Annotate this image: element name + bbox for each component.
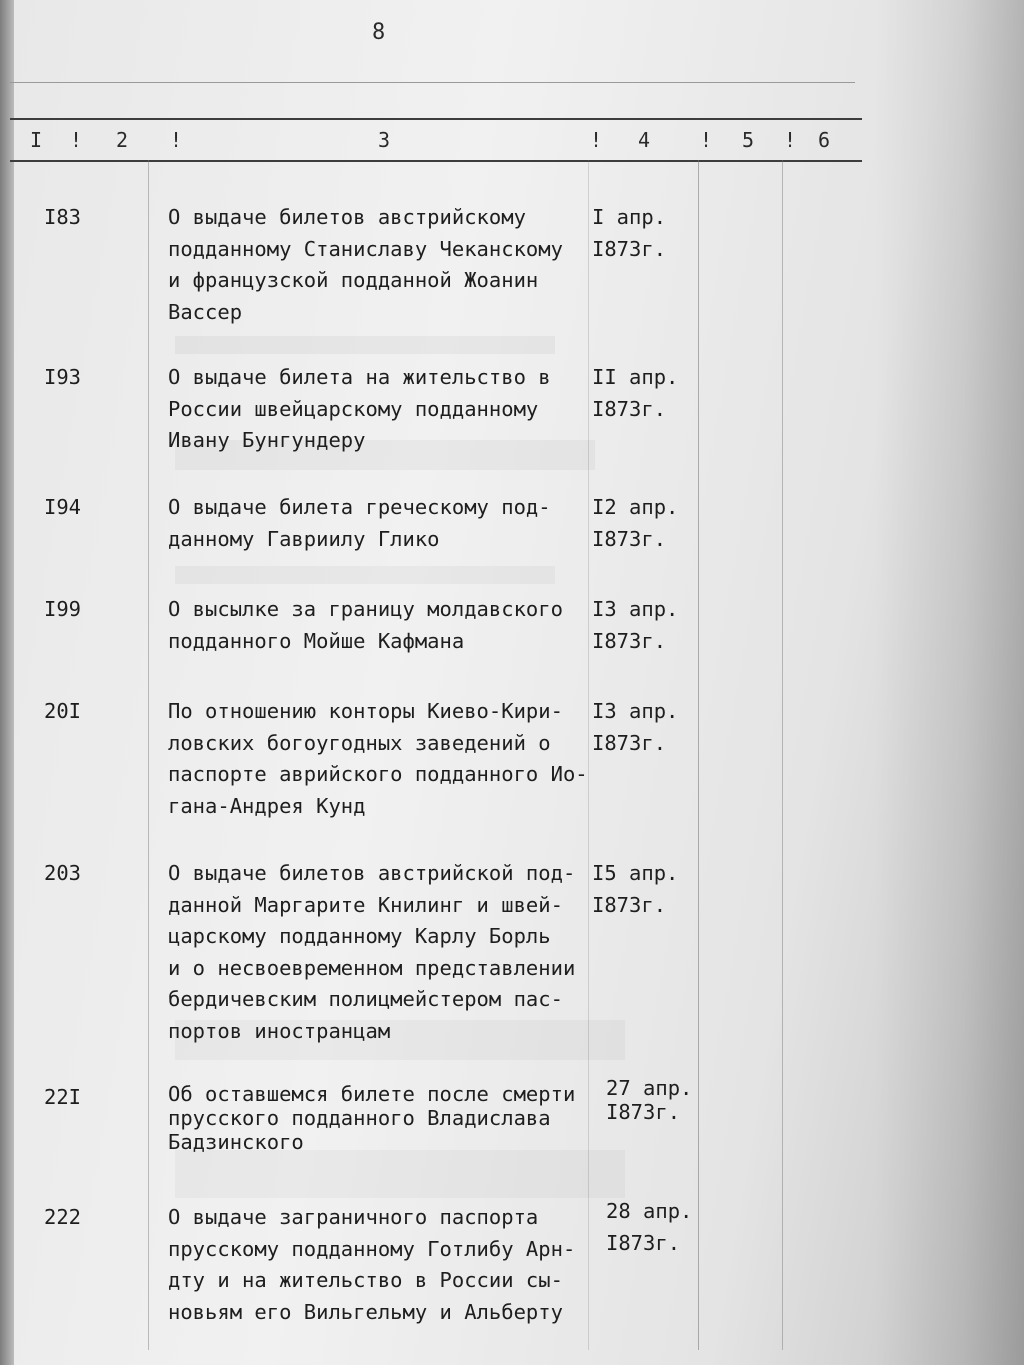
entry-description: О выдаче заграничного паспорта прусскому подданному Готлибу Арн- дту и на жительство в России сы- новьям его Вильгельму и Альберту bbox=[168, 1205, 576, 1324]
column-separator-mark: ! bbox=[700, 128, 713, 152]
page-fold-shadow bbox=[874, 0, 1024, 1365]
entry-description: О выдаче билетов австрийскому подданному Станиславу Чеканскому и французской подданной Жоанин Вассер bbox=[168, 205, 563, 324]
bleed-through-mark bbox=[175, 336, 555, 354]
entry-description: Об оставшемся билете после смерти прусского подданного Владислава Бадзинского bbox=[168, 1082, 576, 1154]
bleed-through-mark bbox=[175, 1150, 625, 1198]
column-header: 2 bbox=[116, 128, 129, 152]
entry-date: I5 апр. I873г. bbox=[592, 861, 679, 917]
entry-number: 222 bbox=[44, 1205, 82, 1229]
entry-number: I93 bbox=[44, 365, 82, 389]
entry-number: 203 bbox=[44, 861, 82, 885]
entry-date: 27 апр. I873г. bbox=[606, 1076, 693, 1124]
column-divider bbox=[782, 160, 783, 1350]
column-header: I bbox=[30, 128, 43, 152]
entry-description: По отношению конторы Киево-Кири- ловских богоугодных заведений о паспорте аврийского подданного Ио- гана-Андрея Кунд bbox=[168, 699, 588, 818]
entry-number: I94 bbox=[44, 495, 82, 519]
column-header: 3 bbox=[378, 128, 391, 152]
entry-description: О выдаче билета греческому под- данному Гавриилу Глико bbox=[168, 495, 551, 551]
column-separator-mark: ! bbox=[170, 128, 183, 152]
entry-number: 20I bbox=[44, 699, 82, 723]
page-number: 8 bbox=[372, 20, 386, 45]
entry-date: I3 апр. I873г. bbox=[592, 699, 679, 755]
column-divider bbox=[148, 160, 149, 1350]
entry-description: О выдаче билетов австрийской под- данной Маргарите Книлинг и швей- царскому подданному Карлу Борль и о несвоевременном представлении бердичевским полицмейстером пас- портов иностранцам bbox=[168, 861, 576, 1043]
column-separator-mark: ! bbox=[590, 128, 603, 152]
column-header: 6 bbox=[818, 128, 831, 152]
entry-date: II апр. I873г. bbox=[592, 365, 679, 421]
entry-description: О выдаче билета на жительство в России швейцарскому подданному Ивану Бунгундеру bbox=[168, 365, 551, 452]
column-divider bbox=[698, 160, 699, 1350]
bleed-through-mark bbox=[175, 566, 555, 584]
binding-edge bbox=[0, 0, 14, 1365]
entry-date: I апр. I873г. bbox=[592, 205, 667, 261]
column-separator-mark: ! bbox=[784, 128, 797, 152]
entry-number: I99 bbox=[44, 597, 82, 621]
entry-date: I3 апр. I873г. bbox=[592, 597, 679, 653]
column-header: 5 bbox=[742, 128, 755, 152]
entry-number: I83 bbox=[44, 205, 82, 229]
column-header: 4 bbox=[638, 128, 651, 152]
entry-description: О высылке за границу молдавского подданного Мойше Кафмана bbox=[168, 597, 563, 653]
header-top-rule bbox=[10, 118, 862, 120]
table-top-rule bbox=[10, 82, 855, 83]
column-separator-mark: ! bbox=[70, 128, 83, 152]
entry-date: 28 апр. I873г. bbox=[606, 1199, 693, 1255]
header-bottom-rule bbox=[10, 160, 862, 162]
entry-date: I2 апр. I873г. bbox=[592, 495, 679, 551]
entry-number: 22I bbox=[44, 1085, 82, 1109]
